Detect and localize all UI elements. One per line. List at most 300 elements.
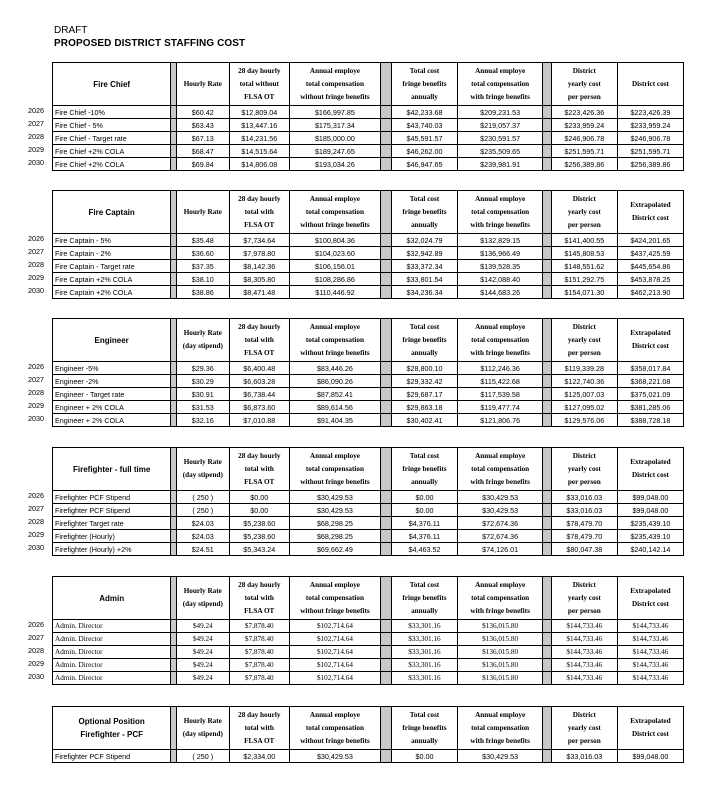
row-year: 2028 <box>28 260 44 269</box>
hourly-rate-value: $24.03 <box>176 530 229 543</box>
fringe-cost-value: $0.00 <box>391 504 457 517</box>
comp-with-fringe-header-line: Annual employe <box>475 194 526 203</box>
hourly-28day-header <box>229 577 289 620</box>
comp-with-fringe-value: $119,477.74 <box>458 401 543 414</box>
hourly-rate-value: $68.47 <box>176 145 229 158</box>
cost-table <box>52 62 684 171</box>
district-yearly-header-line: yearly cost <box>567 464 601 473</box>
annual-comp-header-line: Annual employe <box>309 194 360 203</box>
district-yearly-header-line: yearly cost <box>567 593 601 602</box>
hourly-28day-value: $14,515.64 <box>229 145 289 158</box>
annual-comp-header-line: Annual employe <box>309 451 360 460</box>
district-yearly-value: $251,595.71 <box>551 145 617 158</box>
position-name: Fire Captain - 2% <box>53 247 171 260</box>
row-year: 2028 <box>28 646 44 655</box>
annual-comp-value: $102,714.64 <box>289 620 381 633</box>
section-4 <box>28 576 671 685</box>
district-cost-header <box>617 707 683 750</box>
hourly-rate-value: $31.53 <box>176 401 229 414</box>
hourly-rate-value: $24.51 <box>176 543 229 556</box>
fringe-cost-value: $42,233.68 <box>391 106 457 119</box>
position-label <box>53 448 171 491</box>
position-name: Fire Chief +2% COLA <box>53 145 171 158</box>
district-cost-header-line: District cost <box>631 214 669 222</box>
district-cost-header <box>617 319 683 362</box>
district-cost-value: $251,595.71 <box>617 145 683 158</box>
fringe-cost-value: $46,262.00 <box>391 145 457 158</box>
spacer-cell <box>543 63 552 106</box>
district-yearly-header-line: District <box>572 451 596 460</box>
comp-with-fringe-header-line: total compensation <box>471 207 530 216</box>
spacer-cell <box>543 388 552 401</box>
district-yearly-value: $33,016.03 <box>551 750 617 763</box>
annual-comp-header-line: without fringe benefits <box>300 736 370 745</box>
fringe-cost-header-line: Total cost <box>409 194 440 203</box>
district-cost-value: $223,426.39 <box>617 106 683 119</box>
district-cost-value: $99,048.00 <box>617 504 683 517</box>
fringe-cost-header-line: fringe benefits <box>402 335 447 344</box>
table-header-row <box>53 63 684 106</box>
position-name: Firefighter (Hourly) <box>53 530 171 543</box>
table-row <box>53 646 684 659</box>
comp-with-fringe-value: $139,528.35 <box>458 260 543 273</box>
spacer-cell <box>543 145 552 158</box>
spacer-cell <box>381 517 392 530</box>
spacer-cell <box>381 707 392 750</box>
district-cost-value: $246,906.78 <box>617 132 683 145</box>
hourly-28day-value: $12,809.04 <box>229 106 289 119</box>
district-cost-value: $437,425.59 <box>617 247 683 260</box>
annual-comp-value: $30,429.53 <box>289 750 381 763</box>
hourly-28day-value: $7,734.64 <box>229 234 289 247</box>
comp-with-fringe-value: $144,683.26 <box>458 286 543 299</box>
hourly-rate-value: $49.24 <box>176 633 229 646</box>
district-cost-value: $144,733.46 <box>617 672 683 685</box>
row-year: 2027 <box>28 504 44 513</box>
row-year: 2027 <box>28 119 44 128</box>
spacer-cell <box>543 260 552 273</box>
table-header-row <box>53 707 684 750</box>
spacer-cell <box>543 119 552 132</box>
position-label <box>53 63 171 106</box>
fringe-cost-header-line: Total cost <box>409 451 440 460</box>
district-cost-header <box>617 63 683 106</box>
district-yearly-value: $80,047.38 <box>551 543 617 556</box>
comp-with-fringe-header <box>458 319 543 362</box>
district-yearly-value: $78,479.70 <box>551 530 617 543</box>
position-name: Engineer -2% <box>53 375 171 388</box>
annual-comp-value: $30,429.53 <box>289 491 381 504</box>
position-name: Firefighter PCF Stipend <box>53 491 171 504</box>
table-row <box>53 106 684 119</box>
section-1 <box>28 190 671 299</box>
district-cost-value: $381,285.06 <box>617 401 683 414</box>
district-yearly-header-line: per person <box>567 92 601 101</box>
comp-with-fringe-header <box>458 63 543 106</box>
fringe-cost-value: $29,332.42 <box>391 375 457 388</box>
table-row <box>53 401 684 414</box>
annual-comp-value: $106,156.01 <box>289 260 381 273</box>
district-yearly-value: $33,016.03 <box>551 491 617 504</box>
spacer-cell <box>543 132 552 145</box>
annual-comp-value: $68,298.25 <box>289 517 381 530</box>
annual-comp-header-line: total compensation <box>305 723 364 732</box>
comp-with-fringe-header-line: Annual employe <box>475 580 526 589</box>
annual-comp-value: $30,429.53 <box>289 504 381 517</box>
cost-table <box>52 190 684 299</box>
annual-comp-value: $166,997.85 <box>289 106 381 119</box>
fringe-cost-header <box>391 63 457 106</box>
district-yearly-value: $119,339.28 <box>551 362 617 375</box>
hourly-28day-value: $13,447.16 <box>229 119 289 132</box>
annual-comp-header-line: total compensation <box>305 593 364 602</box>
spacer-cell <box>543 273 552 286</box>
hourly-rate-header <box>176 63 229 106</box>
fringe-cost-header-line: fringe benefits <box>402 593 447 602</box>
fringe-cost-value: $4,376.11 <box>391 517 457 530</box>
spacer-cell <box>381 247 392 260</box>
comp-with-fringe-header-line: Annual employe <box>475 322 526 331</box>
fringe-cost-value: $28,800.10 <box>391 362 457 375</box>
spacer-cell <box>381 577 392 620</box>
district-cost-value: $453,878.25 <box>617 273 683 286</box>
hourly-rate-header <box>176 448 229 491</box>
row-year: 2027 <box>28 633 44 642</box>
section-3 <box>28 447 671 556</box>
annual-comp-value: $108,286.86 <box>289 273 381 286</box>
spacer-cell <box>381 414 392 427</box>
comp-with-fringe-header-line: with fringe benefits <box>470 477 530 486</box>
row-year: 2027 <box>28 375 44 384</box>
spacer-cell <box>381 63 392 106</box>
position-label-line: Firefighter - full time <box>72 464 151 474</box>
spacer-cell <box>381 620 392 633</box>
hourly-28day-header-line: 28 day hourly <box>238 580 281 589</box>
hourly-28day-value: $7,878.40 <box>229 672 289 685</box>
table-row <box>53 633 684 646</box>
table-row <box>53 234 684 247</box>
district-yearly-header-line: District <box>572 194 596 203</box>
hourly-28day-value: $6,738.44 <box>229 388 289 401</box>
spacer-cell <box>381 106 392 119</box>
district-cost-value: $99,048.00 <box>617 491 683 504</box>
district-cost-header-line: District cost <box>631 79 669 88</box>
table-row <box>53 247 684 260</box>
fringe-cost-value: $46,947.65 <box>391 158 457 171</box>
hourly-28day-value: $5,238.60 <box>229 517 289 530</box>
hourly-28day-header-line: total with <box>244 723 274 732</box>
hourly-rate-value: $24.03 <box>176 517 229 530</box>
annual-comp-value: $89,614.56 <box>289 401 381 414</box>
district-cost-header-line: Extrapolated <box>630 717 671 725</box>
fringe-cost-value: $33,301.16 <box>391 672 457 685</box>
spacer-cell <box>543 577 552 620</box>
hourly-rate-value: $35.48 <box>176 234 229 247</box>
hourly-28day-header-line: 28 day hourly <box>238 66 281 75</box>
spacer-cell <box>543 362 552 375</box>
row-year: 2026 <box>28 491 44 500</box>
position-label-line: Fire Captain <box>88 207 135 217</box>
hourly-rate-header-line: (day stipend) <box>182 342 223 350</box>
hourly-rate-value: ( 250 ) <box>176 504 229 517</box>
spacer-cell <box>381 158 392 171</box>
position-label <box>53 191 171 234</box>
hourly-rate-value: $49.24 <box>176 620 229 633</box>
comp-with-fringe-value: $136,015.80 <box>458 633 543 646</box>
table-row <box>53 672 684 685</box>
annual-comp-header-line: without fringe benefits <box>300 220 370 229</box>
hourly-rate-header-line: (day stipend) <box>182 730 223 738</box>
spacer-cell <box>543 491 552 504</box>
district-cost-value: $424,201.65 <box>617 234 683 247</box>
row-year: 2028 <box>28 132 44 141</box>
fringe-cost-header <box>391 577 457 620</box>
district-yearly-value: $144,733.46 <box>551 646 617 659</box>
district-yearly-header-line: District <box>572 66 596 75</box>
district-cost-header-line: Extrapolated <box>630 587 671 595</box>
spacer-cell <box>543 646 552 659</box>
fringe-cost-value: $33,301.16 <box>391 646 457 659</box>
row-year: 2026 <box>28 620 44 629</box>
district-yearly-value: $246,906.78 <box>551 132 617 145</box>
hourly-rate-value: $49.24 <box>176 672 229 685</box>
hourly-rate-header-line: Hourly Rate <box>183 587 222 595</box>
spacer-cell <box>543 158 552 171</box>
spacer-cell <box>381 633 392 646</box>
row-year: 2027 <box>28 247 44 256</box>
annual-comp-value: $100,804.36 <box>289 234 381 247</box>
district-cost-header-line: Extrapolated <box>630 329 671 337</box>
spacer-cell <box>381 375 392 388</box>
district-yearly-value: $141,400.55 <box>551 234 617 247</box>
comp-with-fringe-value: $142,088.40 <box>458 273 543 286</box>
table-row <box>53 414 684 427</box>
district-yearly-header <box>551 63 617 106</box>
spacer-cell <box>381 530 392 543</box>
hourly-28day-value: $7,878.40 <box>229 620 289 633</box>
fringe-cost-header-line: annually <box>411 348 438 357</box>
fringe-cost-header-line: Total cost <box>409 66 440 75</box>
district-cost-value: $375,021.09 <box>617 388 683 401</box>
hourly-28day-header-line: total with <box>244 335 274 344</box>
comp-with-fringe-header <box>458 448 543 491</box>
fringe-cost-header-line: annually <box>411 736 438 745</box>
district-yearly-header <box>551 319 617 362</box>
spacer-cell <box>381 119 392 132</box>
position-label <box>53 707 171 750</box>
district-yearly-header-line: District <box>572 580 596 589</box>
hourly-rate-header <box>176 319 229 362</box>
hourly-rate-value: $32.16 <box>176 414 229 427</box>
annual-comp-header-line: total compensation <box>305 79 364 88</box>
hourly-28day-value: $14,231.56 <box>229 132 289 145</box>
comp-with-fringe-value: $115,422.68 <box>458 375 543 388</box>
table-row <box>53 158 684 171</box>
hourly-28day-value: $0.00 <box>229 491 289 504</box>
district-yearly-value: $144,733.46 <box>551 620 617 633</box>
hourly-28day-header-line: 28 day hourly <box>238 710 281 719</box>
district-yearly-value: $144,733.46 <box>551 633 617 646</box>
annual-comp-header <box>289 319 381 362</box>
position-name: Admin. Director <box>53 633 171 646</box>
comp-with-fringe-value: $72,674.36 <box>458 517 543 530</box>
district-yearly-header-line: per person <box>567 477 601 486</box>
section-5 <box>28 706 671 763</box>
hourly-rate-value: $29.36 <box>176 362 229 375</box>
position-name: Admin. Director <box>53 672 171 685</box>
row-year: 2029 <box>28 145 44 154</box>
district-yearly-header-line: per person <box>567 606 601 615</box>
fringe-cost-value: $4,463.52 <box>391 543 457 556</box>
fringe-cost-value: $0.00 <box>391 750 457 763</box>
fringe-cost-value: $33,372.34 <box>391 260 457 273</box>
comp-with-fringe-value: $219,057.37 <box>458 119 543 132</box>
table-row <box>53 273 684 286</box>
position-name: Firefighter PCF Stipend <box>53 504 171 517</box>
hourly-rate-value: $30.29 <box>176 375 229 388</box>
hourly-28day-header-line: FLSA OT <box>244 736 275 745</box>
district-cost-value: $235,439.10 <box>617 530 683 543</box>
district-yearly-header-line: per person <box>567 220 601 229</box>
hourly-28day-header-line: FLSA OT <box>244 92 275 101</box>
comp-with-fringe-value: $136,015.80 <box>458 672 543 685</box>
row-year: 2029 <box>28 273 44 282</box>
position-name: Engineer -5% <box>53 362 171 375</box>
spacer-cell <box>381 362 392 375</box>
district-yearly-value: $78,479.70 <box>551 517 617 530</box>
fringe-cost-header-line: annually <box>411 477 438 486</box>
hourly-rate-header <box>176 707 229 750</box>
annual-comp-header-line: without fringe benefits <box>300 606 370 615</box>
fringe-cost-value: $33,301.16 <box>391 620 457 633</box>
fringe-cost-header-line: Total cost <box>409 710 440 719</box>
annual-comp-header-line: total compensation <box>305 464 364 473</box>
row-year: 2028 <box>28 517 44 526</box>
district-yearly-header-line: per person <box>567 736 601 745</box>
district-cost-header <box>617 191 683 234</box>
fringe-cost-value: $34,236.34 <box>391 286 457 299</box>
hourly-28day-header-line: total with <box>244 207 274 216</box>
fringe-cost-value: $32,024.79 <box>391 234 457 247</box>
district-cost-value: $462,213.90 <box>617 286 683 299</box>
hourly-28day-value: $0.00 <box>229 504 289 517</box>
fringe-cost-value: $29,863.18 <box>391 401 457 414</box>
fringe-cost-header <box>391 319 457 362</box>
fringe-cost-value: $29,687.17 <box>391 388 457 401</box>
hourly-28day-value: $6,873.60 <box>229 401 289 414</box>
comp-with-fringe-header-line: Annual employe <box>475 451 526 460</box>
annual-comp-header-line: Annual employe <box>309 322 360 331</box>
fringe-cost-header-line: fringe benefits <box>402 79 447 88</box>
district-cost-value: $144,733.46 <box>617 659 683 672</box>
spacer-cell <box>543 530 552 543</box>
district-cost-header-line: District cost <box>631 471 669 479</box>
spacer-cell <box>381 504 392 517</box>
annual-comp-header-line: Annual employe <box>309 710 360 719</box>
hourly-28day-value: $2,334.00 <box>229 750 289 763</box>
spacer-cell <box>543 286 552 299</box>
annual-comp-header-line: without fringe benefits <box>300 92 370 101</box>
position-name: Fire Chief +2% COLA <box>53 158 171 171</box>
comp-with-fringe-header-line: with fringe benefits <box>470 736 530 745</box>
fringe-cost-value: $30,402.41 <box>391 414 457 427</box>
comp-with-fringe-header-line: with fringe benefits <box>470 606 530 615</box>
annual-comp-value: $185,000.00 <box>289 132 381 145</box>
district-yearly-header <box>551 191 617 234</box>
comp-with-fringe-value: $239,981.91 <box>458 158 543 171</box>
spacer-cell <box>543 319 552 362</box>
hourly-rate-header-line: (day stipend) <box>182 600 223 608</box>
annual-comp-value: $102,714.64 <box>289 646 381 659</box>
table-row <box>53 145 684 158</box>
hourly-28day-header-line: FLSA OT <box>244 477 275 486</box>
hourly-28day-header-line: total with <box>244 464 274 473</box>
district-yearly-value: $154,071.30 <box>551 286 617 299</box>
hourly-rate-header-line: Hourly Rate <box>183 207 222 216</box>
table-header-row <box>53 448 684 491</box>
hourly-rate-value: $30.91 <box>176 388 229 401</box>
hourly-rate-value: $67.13 <box>176 132 229 145</box>
draft-label: DRAFT <box>54 25 88 36</box>
table-row <box>53 362 684 375</box>
spacer-cell <box>543 517 552 530</box>
hourly-rate-header-line: Hourly Rate <box>183 458 222 466</box>
fringe-cost-value: $33,301.16 <box>391 633 457 646</box>
district-cost-value: $144,733.46 <box>617 633 683 646</box>
annual-comp-value: $102,714.64 <box>289 672 381 685</box>
table-row <box>53 659 684 672</box>
hourly-28day-value: $7,978.80 <box>229 247 289 260</box>
hourly-28day-value: $7,878.40 <box>229 659 289 672</box>
position-label <box>53 577 171 620</box>
cost-table <box>52 447 684 556</box>
comp-with-fringe-header-line: with fringe benefits <box>470 92 530 101</box>
section-0 <box>28 62 671 171</box>
fringe-cost-value: $43,740.03 <box>391 119 457 132</box>
position-name: Firefighter PCF Stipend <box>53 750 171 763</box>
district-cost-header-line: Extrapolated <box>630 458 671 466</box>
page-title: PROPOSED DISTRICT STAFFING COST <box>54 38 246 49</box>
hourly-28day-header-line: total without <box>239 79 279 88</box>
table-row <box>53 119 684 132</box>
annual-comp-value: $175,317.34 <box>289 119 381 132</box>
comp-with-fringe-header-line: total compensation <box>471 79 530 88</box>
comp-with-fringe-value: $117,539.58 <box>458 388 543 401</box>
hourly-rate-value: $69.84 <box>176 158 229 171</box>
table-row <box>53 132 684 145</box>
district-yearly-header <box>551 577 617 620</box>
district-yearly-value: $127,095.02 <box>551 401 617 414</box>
annual-comp-header-line: without fringe benefits <box>300 348 370 357</box>
fringe-cost-header-line: annually <box>411 220 438 229</box>
district-cost-value: $368,221.08 <box>617 375 683 388</box>
position-name: Fire Captain - 5% <box>53 234 171 247</box>
fringe-cost-header <box>391 707 457 750</box>
row-year: 2030 <box>28 414 44 423</box>
district-yearly-header-line: yearly cost <box>567 723 601 732</box>
table-row <box>53 620 684 633</box>
district-yearly-header-line: per person <box>567 348 601 357</box>
spacer-cell <box>381 543 392 556</box>
position-label-line: Optional Position <box>78 717 145 726</box>
spacer-cell <box>543 106 552 119</box>
hourly-rate-value: $38.86 <box>176 286 229 299</box>
position-name: Admin. Director <box>53 659 171 672</box>
spacer-cell <box>543 448 552 491</box>
district-cost-value: $388,728.18 <box>617 414 683 427</box>
hourly-28day-value: $8,142.36 <box>229 260 289 273</box>
district-yearly-header-line: yearly cost <box>567 207 601 216</box>
